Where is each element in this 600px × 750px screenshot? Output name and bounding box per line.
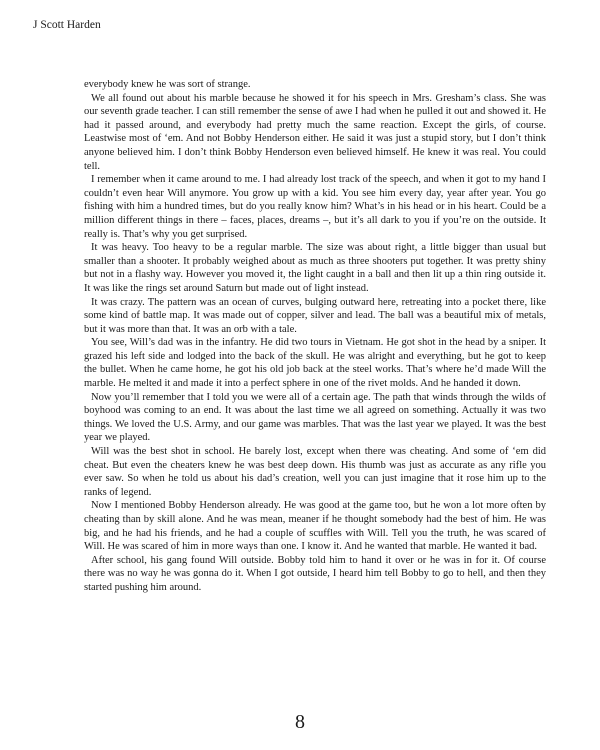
paragraph: Will was the best shot in school. He barely lost, except when there was cheating. And some of ‘em did cheat. But even the cheaters knew he was best deep down. His thumb was just as accurate as any rifle you ever saw. So when he told us about his dad’s creation, well you can just imagine that it rose him up to the ranks of legend. <box>84 446 546 498</box>
paragraph: After school, his gang found Will outside. Bobby told him to hand it over or he was in for it. Of course there was no way he was gonna do it. When I got outside, I heard him tell Bobby to go to hell, and then they started pushing him around. <box>84 554 546 593</box>
paragraph: Now you’ll remember that I told you we were all of a certain age. The path that winds through the wilds of boyhood was coming to an end. It was about the last time we all agreed on something. Actually it was two things. We loved the U.S. Army, and our game was marbles. That was the last year we played. It was the best year we played. <box>84 391 546 444</box>
paragraph: It was crazy. The pattern was an ocean of curves, bulging outward here, retreating into a pocket there, like some kind of battle map. It was made out of copper, silver and lead. The ball was a beautiful mix of metals, but it was more than that. It was an orb with a tale. <box>84 296 546 335</box>
page-number: 8 <box>295 711 305 733</box>
paragraph: I remember when it came around to me. I had already lost track of the speech, and when it got to my hand I couldn’t even hear Will anymore. You grow up with a kid. You see him every day, year after year. You go fishing with him a hundred times, but do you really know him? What’s in his head or in his heart. Could be a million different things in there – faces, places, dreams –, but it’s all dark to you if you’re on the outside. It really is. That’s why you get surprised. <box>84 174 546 240</box>
paragraph: everybody knew he was sort of strange. <box>84 79 251 90</box>
paragraph: We all found out about his marble because he showed it for his speech in Mrs. Gresham’s class. She was our seventh grade teacher. I can still remember the sense of awe I had when he pulled it out and showed it. He had it passed around, and everybody had pretty much the same reaction. Except the girls, of course. Leastwise most of ‘em. And not Bobby Henderson either. He said it was just a stupid story, but I don’t think anyone believed him. I don’t think Bobby Henderson even believed himself. He knew it was real. You could tell. <box>84 92 546 172</box>
paragraph: Now I mentioned Bobby Henderson already. He was good at the game too, but he won a lot more often by cheating than by skill alone. And he was mean, meaner if he thought somebody had the best of him. He was big, and he had his friends, and he had a couple of scuffles with Will. Tell you the truth, he was scared of Will. He was scared of him in more ways than one. I know it. And he wanted that marble. He wanted it bad. <box>84 500 546 553</box>
running-head-author: J Scott Harden <box>33 19 101 31</box>
paragraph: It was heavy. Too heavy to be a regular marble. The size was about right, a little bigger than usual but smaller than a shooter. It probably weighed about as much as three shooters put together. It was pretty shiny but not in a flashy way. However you moved it, the light caught in a ball and then lit up a thin ring outside it. It was like the rings set around Saturn but made out of light instead. <box>84 242 546 294</box>
body-text <box>84 78 546 595</box>
paragraph: You see, Will’s dad was in the infantry. He did two tours in Vietnam. He got shot in the head by a sniper. It grazed his left side and lodged into the back of the skull. He was alright and everything, but he got to keep the bullet. When he came home, he got his old job back at the steel works. That’s where he’d made Will the marble. He melted it and made it into a perfect sphere in one of the rivet molds. And he handed it down. <box>84 337 546 390</box>
